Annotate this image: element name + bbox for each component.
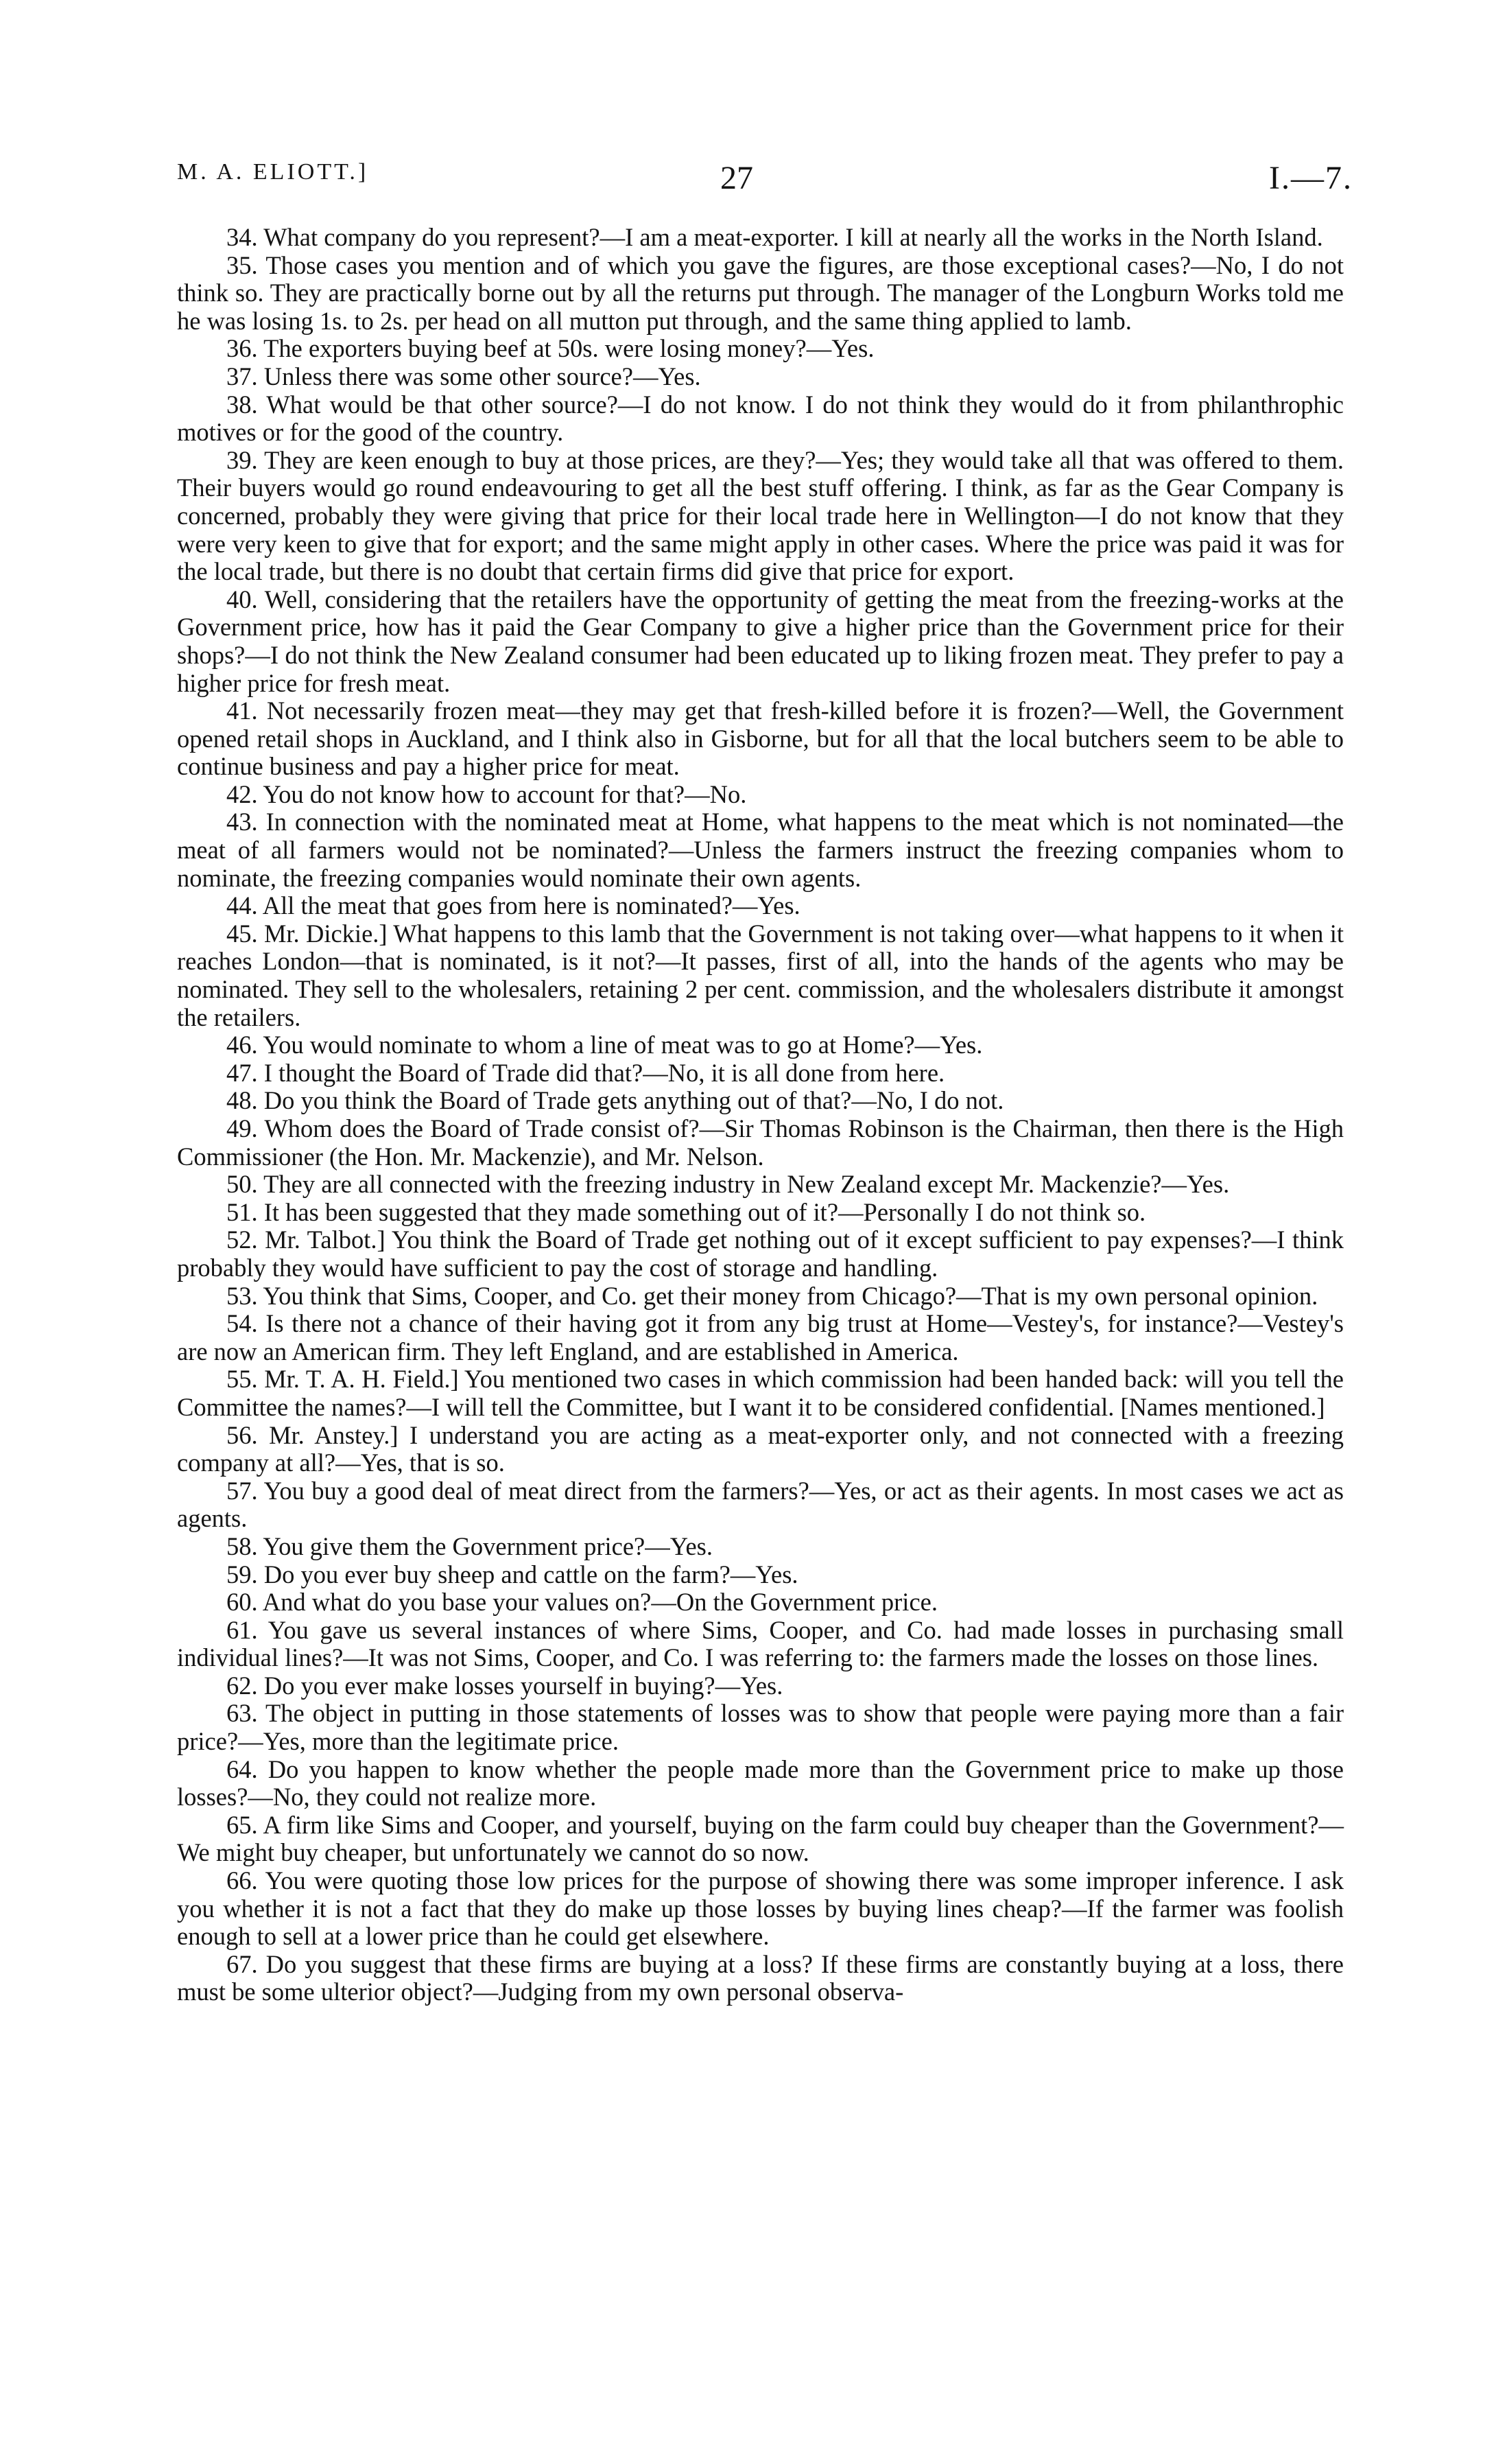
paragraph: 39. They are keen enough to buy at those prices, are they?—Yes; they would take all that was offered to them. Their buyers would go round endeavouring to get all the best stuff offering. I think, as far as the Gear Company is concerned, probably they were giving that price for their local trade here in Wellington—I do not know that they were very keen to give that for export; and the same might apply in other cases. Where the price was paid it was for the local trade, but there is no doubt that certain firms did give that price for export. bbox=[177, 445, 1344, 586]
running-header-witness: M. A. ELIOTT.] bbox=[177, 159, 369, 185]
paragraph: 63. The object in putting in those statements of losses was to show that people were paying more than a fair price?—Yes, more than the legitimate price. bbox=[177, 1699, 1344, 1756]
paragraph: 54. Is there not a chance of their having got it from any big trust at Home—Vestey's, for instance?—Vestey's are now an American firm. They left England, and are established in America. bbox=[177, 1309, 1344, 1365]
paragraph: 50. They are all connected with the freezing industry in New Zealand except Mr. Mackenzie?—Yes. bbox=[226, 1170, 1230, 1199]
paragraph: 36. The exporters buying beef at 50s. were losing money?—Yes. bbox=[226, 334, 875, 363]
paragraph: 57. You buy a good deal of meat direct from the farmers?—Yes, or act as their agents. In most cases we act as agents. bbox=[177, 1476, 1344, 1533]
paragraph: 42. You do not know how to account for that?—No. bbox=[226, 779, 747, 808]
paragraph: 43. In connection with the nominated meat at Home, what happens to the meat which is not nominated—the meat of all farmers would not be nominated?—Unless the farmers instruct the freezing companies whom to nominate, the freezing companies would nominate their own agents. bbox=[177, 808, 1344, 892]
paragraph: 35. Those cases you mention and of which you gave the figures, are those exceptional cases?—No, I do not think so. They are practically borne out by all the returns put through. The manager of the Longburn Works told me he was losing 1s. to 2s. per head on all mutton put through, and the same thing applied to lamb. bbox=[177, 250, 1344, 335]
paragraph: 45. Mr. Dickie.] What happens to this lamb that the Government is not taking over—what happens to it when it reaches London—that is nominated, is it not?—It passes, first of all, into the hands of the agents who may be nominated. They sell to the wholesalers, retaining 2 per cent. commission, and the wholesalers distribute it amongst the retailers. bbox=[177, 919, 1344, 1031]
paragraph: 46. You would nominate to whom a line of meat was to go at Home?—Yes. bbox=[226, 1031, 983, 1059]
paragraph: 61. You gave us several instances of where Sims, Cooper, and Co. had made losses in purchasing small individual lines?—It was not Sims, Cooper, and Co. I was referring to: the farmers made the losses on those lines. bbox=[177, 1615, 1344, 1672]
paragraph: 67. Do you suggest that these firms are buying at a loss? If these firms are constantly buying at a loss, there must be some ulterior object?—Judging from my own personal observa- bbox=[177, 1949, 1344, 2006]
paragraph: 56. Mr. Anstey.] I understand you are acting as a meat-exporter only, and not connected with a freezing company at all?—Yes, that is so. bbox=[177, 1420, 1344, 1477]
document-reference: I.—7. bbox=[1269, 160, 1353, 196]
paragraph: 34. What company do you represent?—I am a meat-exporter. I kill at nearly all the works in the North Island. bbox=[226, 223, 1323, 251]
paragraph: 38. What would be that other source?—I do not know. I do not think they would do it from philanthrophic motives or for the good of the country. bbox=[177, 390, 1344, 447]
paragraph: 64. Do you happen to know whether the people made more than the Government price to make up those losses?—No, they could not realize more. bbox=[177, 1755, 1344, 1811]
evidence-body bbox=[177, 224, 1344, 2006]
paragraph: 41. Not necessarily frozen meat—they may get that fresh-killed before it is frozen?—Well, the Government opened retail shops in Auckland, and I think also in Gisborne, but for all that the local butchers seem to be able to continue business and pay a higher price for meat. bbox=[177, 696, 1344, 781]
paragraph: 62. Do you ever make losses yourself in buying?—Yes. bbox=[226, 1671, 783, 1700]
paragraph: 58. You give them the Government price?—Yes. bbox=[226, 1532, 713, 1560]
paragraph: 53. You think that Sims, Cooper, and Co. get their money from Chicago?—That is my own personal opinion. bbox=[226, 1281, 1318, 1310]
paragraph: 40. Well, considering that the retailers have the opportunity of getting the meat from the freezing-works at the Government price, how has it paid the Gear Company to give a higher price than the Government price for their shops?—I do not think the New Zealand consumer had been educated up to liking frozen meat. They prefer to pay a higher price for fresh meat. bbox=[177, 585, 1344, 697]
page-number: 27 bbox=[720, 160, 753, 196]
paragraph: 59. Do you ever buy sheep and cattle on the farm?—Yes. bbox=[226, 1560, 798, 1588]
paragraph: 60. And what do you base your values on?—On the Government price. bbox=[226, 1588, 938, 1617]
paragraph: 48. Do you think the Board of Trade gets anything out of that?—No, I do not. bbox=[226, 1086, 1004, 1115]
paragraph: 65. A firm like Sims and Cooper, and yourself, buying on the farm could buy cheaper than the Government?—We might buy cheaper, but unfortunately we cannot do so now. bbox=[177, 1810, 1344, 1867]
paragraph: 52. Mr. Talbot.] You think the Board of Trade get nothing out of it except sufficient to pay expenses?—I think probably they would have sufficient to pay the cost of storage and handling. bbox=[177, 1225, 1344, 1282]
paragraph: 49. Whom does the Board of Trade consist of?—Sir Thomas Robinson is the Chairman, then there is the High Commissioner (the Hon. Mr. Mackenzie), and Mr. Nelson. bbox=[177, 1114, 1344, 1171]
paragraph: 44. All the meat that goes from here is nominated?—Yes. bbox=[226, 891, 800, 920]
paragraph: 55. Mr. T. A. H. Field.] You mentioned two cases in which commission had been handed back: will you tell the Committee the names?—I will tell the Committee, but I want it to be considered confidential. [Names mentioned.] bbox=[177, 1365, 1344, 1421]
paragraph: 66. You were quoting those low prices for the purpose of showing there was some improper inference. I ask you whether it is not a fact that they do make up those losses by buying lines cheap?—If the farmer was foolish enough to sell at a lower price than he could get elsewhere. bbox=[177, 1866, 1344, 1951]
paragraph: 37. Unless there was some other source?—Yes. bbox=[226, 362, 701, 390]
paragraph: 51. It has been suggested that they made something out of it?—Personally I do not think so. bbox=[226, 1197, 1146, 1226]
paragraph: 47. I thought the Board of Trade did that?—No, it is all done from here. bbox=[226, 1058, 945, 1087]
